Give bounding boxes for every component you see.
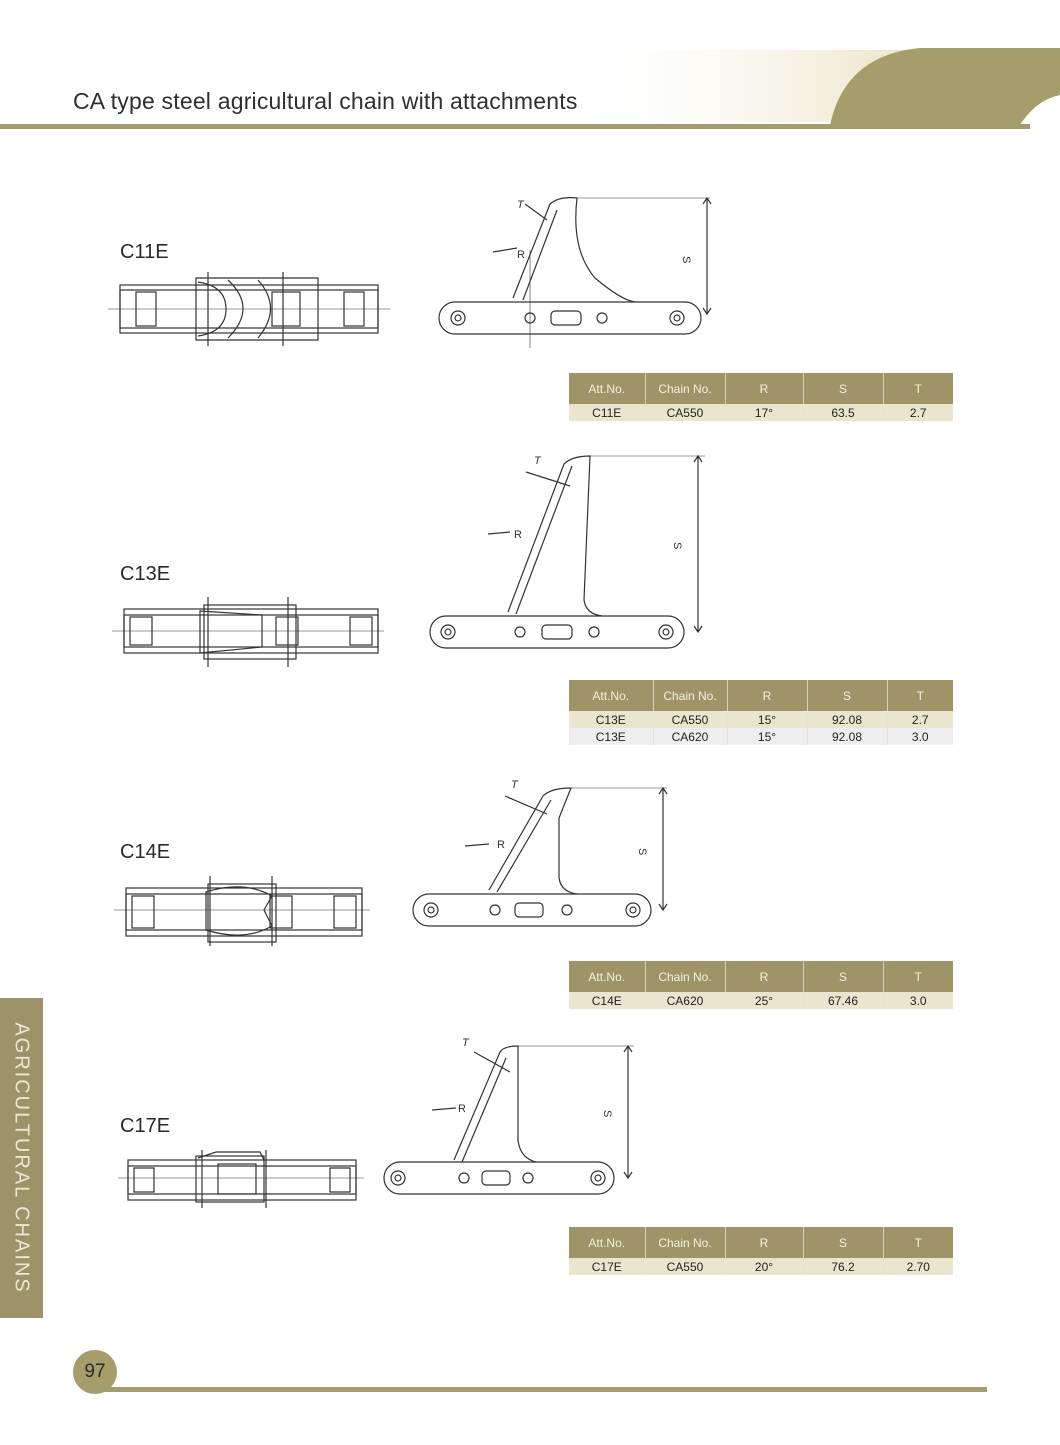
- attachment-label-c14e: C14E: [120, 841, 171, 863]
- cell-s: 92.08: [807, 728, 887, 745]
- cell-r: 17°: [725, 404, 803, 421]
- cell-chain-no: CA550: [645, 1258, 725, 1275]
- dim-label-t: T: [534, 455, 541, 467]
- col-header-s: S: [803, 961, 883, 992]
- dim-label-s: S: [680, 256, 692, 264]
- col-header-r: R: [725, 1227, 803, 1258]
- cell-chain-no: CA620: [645, 992, 725, 1009]
- cell-chain-no: CA550: [645, 404, 725, 421]
- spec-table-c14e: [569, 961, 953, 1009]
- cell-t: 2.7: [887, 711, 953, 728]
- cell-chain-no: CA550: [653, 711, 727, 728]
- cell-att-no: C13E: [569, 728, 653, 745]
- spec-table-c17e: [569, 1227, 953, 1275]
- cell-t: 3.0: [883, 992, 953, 1009]
- cell-r: 15°: [727, 728, 807, 745]
- dim-label-t: T: [462, 1037, 469, 1049]
- table-row: [569, 728, 953, 745]
- col-header-r: R: [725, 961, 803, 992]
- cell-att-no: C14E: [569, 992, 645, 1009]
- col-header-t: T: [883, 373, 953, 404]
- chain-plan-view-c11e: [108, 268, 398, 350]
- cell-r: 25°: [725, 992, 803, 1009]
- dim-label-r: R: [497, 839, 505, 851]
- attachment-label-c11e: C11E: [120, 241, 169, 263]
- attachment-label-c17e: C17E: [120, 1115, 171, 1137]
- cell-s: 76.2: [803, 1258, 883, 1275]
- footer-rule: [0, 1380, 1060, 1400]
- cell-r: 15°: [727, 711, 807, 728]
- col-header-s: S: [803, 1227, 883, 1258]
- cell-t: 3.0: [887, 728, 953, 745]
- cell-s: 67.46: [803, 992, 883, 1009]
- dim-label-t: T: [517, 199, 524, 211]
- col-header-t: T: [887, 680, 953, 711]
- col-header-s: S: [803, 373, 883, 404]
- col-header-r: R: [727, 680, 807, 711]
- dim-label-r: R: [458, 1103, 466, 1115]
- chain-plan-view-c13e: [112, 595, 392, 675]
- table-row: [569, 404, 953, 421]
- col-header-s: S: [807, 680, 887, 711]
- col-header-chain-no: Chain No.: [645, 373, 725, 404]
- dim-label-r: R: [517, 249, 525, 261]
- col-header-t: T: [883, 961, 953, 992]
- dim-label-r: R: [514, 529, 522, 541]
- cell-t: 2.7: [883, 404, 953, 421]
- spec-table-c13e: [569, 680, 953, 745]
- col-header-t: T: [883, 1227, 953, 1258]
- col-header-chain-no: Chain No.: [645, 1227, 725, 1258]
- col-header-att-no: Att.No.: [569, 961, 645, 992]
- cell-s: 63.5: [803, 404, 883, 421]
- page-number: 97: [73, 1350, 117, 1394]
- col-header-att-no: Att.No.: [569, 373, 645, 404]
- table-row: [569, 1258, 953, 1275]
- cell-att-no: C11E: [569, 404, 645, 421]
- attachment-side-view-c17e: [378, 1036, 648, 1196]
- col-header-r: R: [725, 373, 803, 404]
- attachment-side-view-c11e: [435, 190, 725, 350]
- chain-plan-view-c14e: [114, 870, 374, 952]
- col-header-chain-no: Chain No.: [653, 680, 727, 711]
- col-header-att-no: Att.No.: [569, 680, 653, 711]
- cell-att-no: C13E: [569, 711, 653, 728]
- spec-table-c11e: [569, 373, 953, 421]
- chain-plan-view-c17e: [118, 1148, 368, 1210]
- cell-r: 20°: [725, 1258, 803, 1275]
- col-header-chain-no: Chain No.: [645, 961, 725, 992]
- cell-chain-no: CA620: [653, 728, 727, 745]
- attachment-side-view-c13e: [420, 450, 720, 660]
- page-title: CA type steel agricultural chain with attachments: [73, 88, 578, 114]
- table-row: [569, 992, 953, 1009]
- section-side-label: AGRICULTURAL CHAINS: [10, 1022, 33, 1294]
- dim-label-s: S: [636, 848, 648, 856]
- cell-s: 92.08: [807, 711, 887, 728]
- attachment-side-view-c14e: [405, 778, 685, 938]
- dim-label-s: S: [601, 1110, 613, 1118]
- attachment-label-c13e: C13E: [120, 563, 171, 585]
- dim-label-s: S: [671, 542, 683, 550]
- col-header-att-no: Att.No.: [569, 1227, 645, 1258]
- cell-t: 2.70: [883, 1258, 953, 1275]
- cell-att-no: C17E: [569, 1258, 645, 1275]
- table-row: [569, 711, 953, 728]
- dim-label-t: T: [511, 779, 518, 791]
